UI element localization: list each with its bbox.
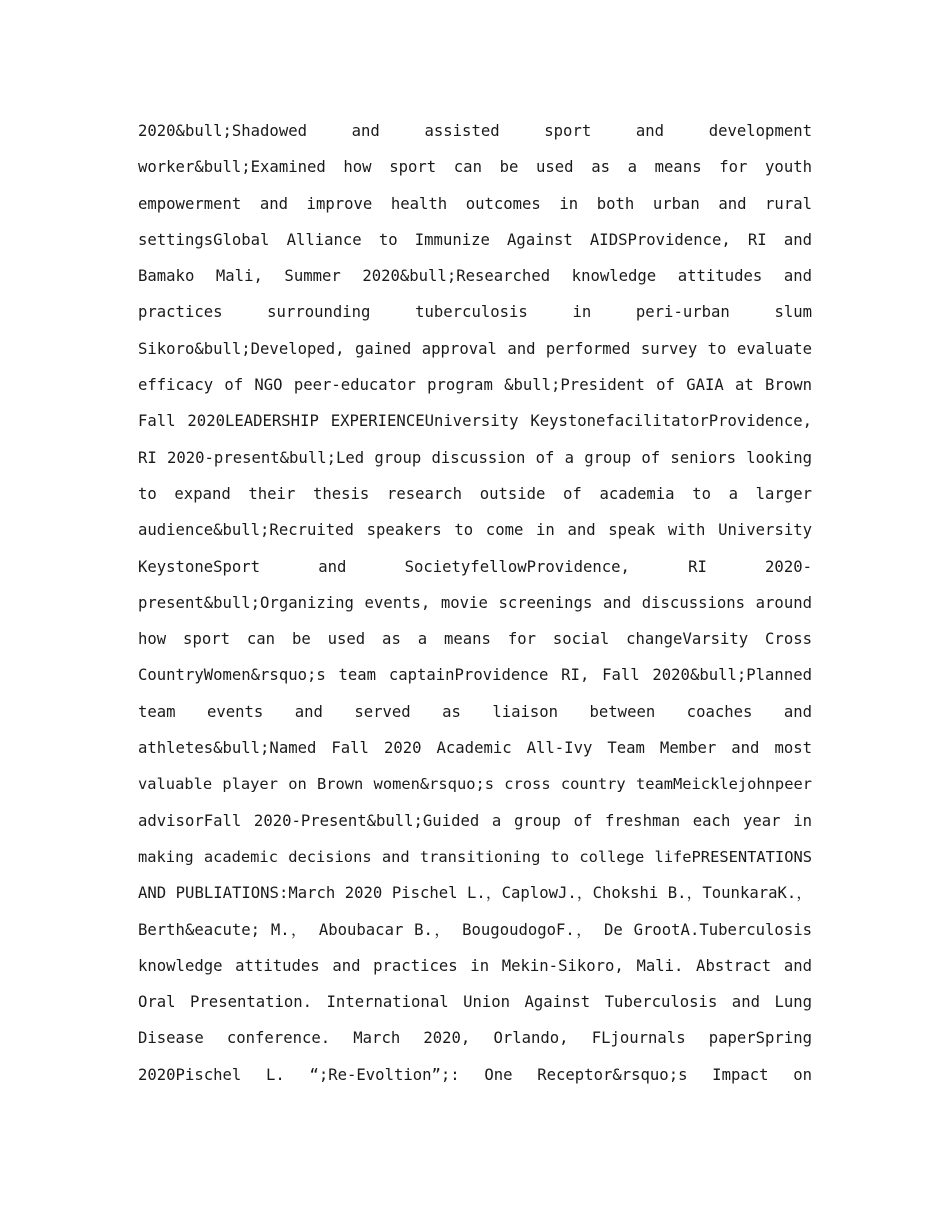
text-line: CountryWomen&rsquo;s team captainProvidence RI, Fall 2020&bull;Planned xyxy=(138,666,812,685)
text-line: Disease conference. March 2020, Orlando, FLjournals paperSpring xyxy=(138,1029,812,1048)
text-line: Fall 2020LEADERSHIP EXPERIENCEUniversity KeystonefacilitatorProvidence, xyxy=(138,412,812,431)
text-line: making academic decisions and transitioning to college lifePRESENTATIONS xyxy=(138,847,812,866)
text-line: 2020Pischel L. “;Re-Evoltion”;: One Receptor&rsquo;s Impact on xyxy=(138,1065,812,1084)
text-line: settingsGlobal Alliance to Immunize Against AIDSProvidence, RI and xyxy=(138,230,812,249)
text-line: athletes&bull;Named Fall 2020 Academic All-Ivy Team Member and most xyxy=(138,739,812,758)
text-line: AND PUBLIATIONS:March 2020 Pischel L.，CaplowJ.，Chokshi B.，TounkaraK.， xyxy=(138,884,812,903)
text-line: KeystoneSport and SocietyfellowProvidence, RI 2020- xyxy=(138,557,812,576)
text-line: efficacy of NGO peer-educator program &bull;President of GAIA at Brown xyxy=(138,376,812,395)
text-line: advisorFall 2020-Present&bull;Guided a group of freshman each year in xyxy=(138,811,812,830)
text-line: RI 2020-present&bull;Led group discussion of a group of seniors looking xyxy=(138,448,812,467)
text-line: how sport can be used as a means for social changeVarsity Cross xyxy=(138,630,812,649)
document-page xyxy=(138,113,812,1093)
text-line: empowerment and improve health outcomes in both urban and rural xyxy=(138,194,812,213)
text-line: Bamako Mali, Summer 2020&bull;Researched knowledge attitudes and xyxy=(138,267,812,286)
text-line: to expand their thesis research outside of academia to a larger xyxy=(138,484,812,503)
text-line: worker&bull;Examined how sport can be used as a means for youth xyxy=(138,158,812,177)
text-line: knowledge attitudes and practices in Mekin-Sikoro, Mali. Abstract and xyxy=(138,956,812,975)
text-line: team events and served as liaison between coaches and xyxy=(138,702,812,721)
text-line: Berth&eacute; M.， Aboubacar B.， BougoudogoF.， De GrootA.Tuberculosis xyxy=(138,920,812,939)
text-line: valuable player on Brown women&rsquo;s cross country teamMeicklejohnpeer xyxy=(138,775,812,794)
text-line: Oral Presentation. International Union Against Tuberculosis and Lung xyxy=(138,993,812,1012)
text-line: Sikoro&bull;Developed, gained approval and performed survey to evaluate xyxy=(138,339,812,358)
text-line: present&bull;Organizing events, movie screenings and discussions around xyxy=(138,593,812,612)
text-line: practices surrounding tuberculosis in peri-urban slum xyxy=(138,303,812,322)
text-line: audience&bull;Recruited speakers to come in and speak with University xyxy=(138,521,812,540)
text-line: 2020&bull;Shadowed and assisted sport and development xyxy=(138,122,812,140)
